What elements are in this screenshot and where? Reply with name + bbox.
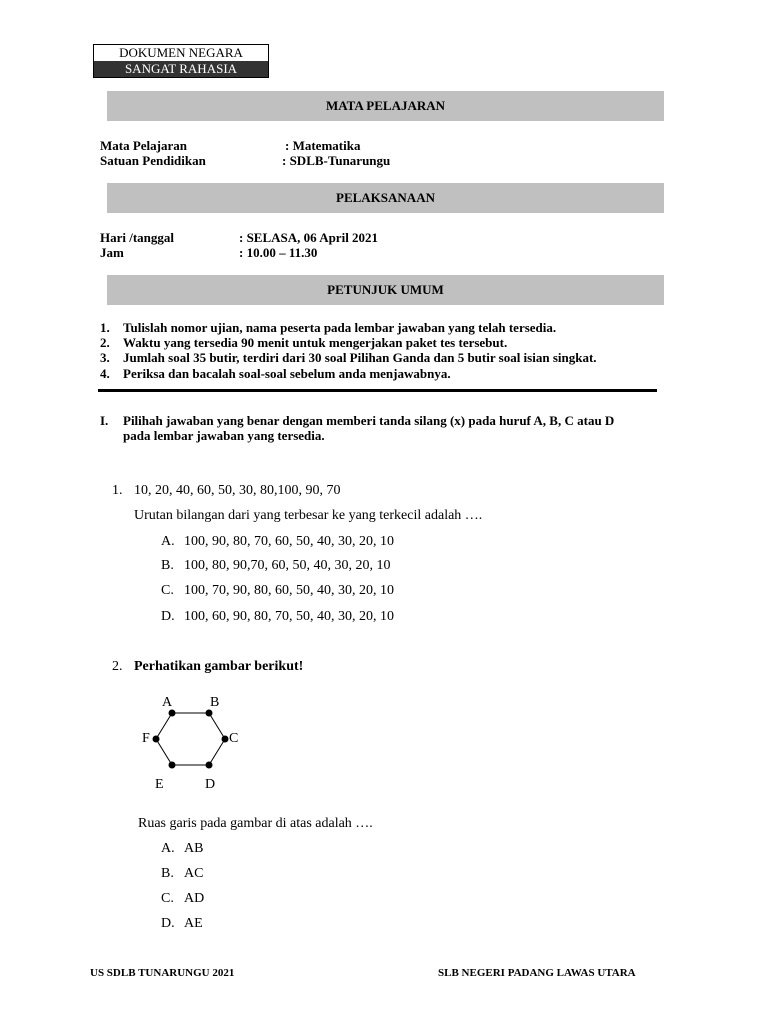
vertex-b bbox=[206, 710, 213, 717]
option-text: 100, 80, 90,70, 60, 50, 40, 30, 20, 10 bbox=[184, 558, 391, 573]
question-2-option-a bbox=[161, 841, 203, 857]
option-text: AB bbox=[184, 841, 204, 856]
instruction-number: 2. bbox=[100, 335, 110, 350]
hexagon-figure bbox=[138, 690, 248, 796]
option-text: 100, 90, 80, 70, 60, 50, 40, 30, 20, 10 bbox=[184, 534, 394, 549]
option-letter: B. bbox=[161, 866, 174, 881]
part-instruction-line-2: pada lembar jawaban yang tersedia. bbox=[123, 428, 325, 443]
vertex-c bbox=[222, 736, 229, 743]
question-1-number: 1. bbox=[112, 483, 123, 498]
option-letter: A. bbox=[161, 534, 175, 549]
hexagon-outline bbox=[156, 713, 225, 765]
instruction-number: 4. bbox=[100, 366, 110, 381]
question-2-title: Perhatikan gambar berikut! bbox=[134, 659, 304, 674]
instruction-item bbox=[100, 350, 597, 366]
label-c: C bbox=[229, 731, 239, 746]
label-f: F bbox=[142, 731, 150, 746]
stamp-line-1: DOKUMEN NEGARA bbox=[94, 45, 268, 61]
jam-value: : 10.00 – 11.30 bbox=[239, 245, 318, 260]
question-2-option-d bbox=[161, 916, 203, 932]
question-2-option-b bbox=[161, 866, 203, 882]
instruction-item bbox=[100, 366, 451, 382]
label-a: A bbox=[162, 695, 173, 710]
part-instruction-line-1: Pilihah jawaban yang benar dengan memberi tanda silang (x) pada huruf A, B, C atau D bbox=[123, 413, 615, 428]
question-2-number: 2. bbox=[112, 659, 123, 674]
question-1-option-b bbox=[161, 558, 391, 574]
option-text: AC bbox=[184, 866, 204, 881]
question-1-sequence: 10, 20, 40, 60, 50, 30, 80,100, 90, 70 bbox=[134, 483, 341, 498]
instruction-text: Tulislah nomor ujian, nama peserta pada lembar jawaban yang telah tersedia. bbox=[123, 320, 557, 335]
option-letter: C. bbox=[161, 583, 174, 598]
option-letter: A. bbox=[161, 841, 175, 856]
satuan-value: : SDLB-Tunarungu bbox=[282, 153, 391, 168]
divider bbox=[98, 389, 657, 392]
option-letter: B. bbox=[161, 558, 174, 573]
option-letter: D. bbox=[161, 609, 175, 624]
stamp-line-2: SANGAT RAHASIA bbox=[94, 61, 268, 77]
label-e: E bbox=[155, 777, 164, 792]
instruction-text: Jumlah soal 35 butir, terdiri dari 30 soal Pilihan Ganda dan 5 butir soal isian singkat. bbox=[123, 350, 597, 365]
footer-left: US SDLB TUNARUNGU 2021 bbox=[90, 967, 235, 979]
hari-value: : SELASA, 06 April 2021 bbox=[239, 230, 379, 245]
section-header-pelaksanaan: PELAKSANAAN bbox=[107, 183, 664, 213]
label-b: B bbox=[210, 695, 220, 710]
instruction-number: 1. bbox=[100, 320, 110, 335]
question-1-option-c bbox=[161, 583, 394, 599]
instruction-number: 3. bbox=[100, 350, 110, 365]
mapel-value: : Matematika bbox=[285, 138, 361, 153]
question-2-option-c bbox=[161, 891, 204, 907]
instruction-text: Waktu yang tersedia 90 menit untuk mengerjakan paket tes tersebut. bbox=[123, 335, 508, 350]
question-1-prompt: Urutan bilangan dari yang terbesar ke yang terkecil adalah …. bbox=[134, 508, 483, 523]
vertex-e bbox=[169, 762, 176, 769]
instruction-item bbox=[100, 335, 507, 351]
option-text: AE bbox=[184, 916, 203, 931]
footer-right: SLB NEGERI PADANG LAWAS UTARA bbox=[438, 967, 636, 979]
option-text: 100, 60, 90, 80, 70, 50, 40, 30, 20, 10 bbox=[184, 609, 394, 624]
section-header-petunjuk-umum: PETUNJUK UMUM bbox=[107, 275, 664, 305]
option-text: AD bbox=[184, 891, 205, 906]
question-1-option-d bbox=[161, 609, 394, 625]
option-text: 100, 70, 90, 80, 60, 50, 40, 30, 20, 10 bbox=[184, 583, 394, 598]
option-letter: D. bbox=[161, 916, 175, 931]
jam-label: Jam bbox=[100, 245, 124, 260]
classification-stamp bbox=[93, 44, 269, 78]
instruction-item bbox=[100, 320, 556, 336]
part-roman-numeral: I. bbox=[100, 413, 109, 428]
option-letter: C. bbox=[161, 891, 174, 906]
hari-label: Hari /tanggal bbox=[100, 230, 175, 245]
vertex-d bbox=[206, 762, 213, 769]
satuan-label: Satuan Pendidikan bbox=[100, 153, 206, 168]
section-header-mata-pelajaran: MATA PELAJARAN bbox=[107, 91, 664, 121]
vertex-f bbox=[153, 736, 160, 743]
mapel-label: Mata Pelajaran bbox=[100, 138, 188, 153]
label-d: D bbox=[205, 777, 216, 792]
question-1-option-a bbox=[161, 534, 394, 550]
question-2-prompt: Ruas garis pada gambar di atas adalah …. bbox=[138, 816, 373, 831]
instruction-text: Periksa dan bacalah soal-soal sebelum anda menjawabnya. bbox=[123, 366, 451, 381]
vertex-a bbox=[169, 710, 176, 717]
